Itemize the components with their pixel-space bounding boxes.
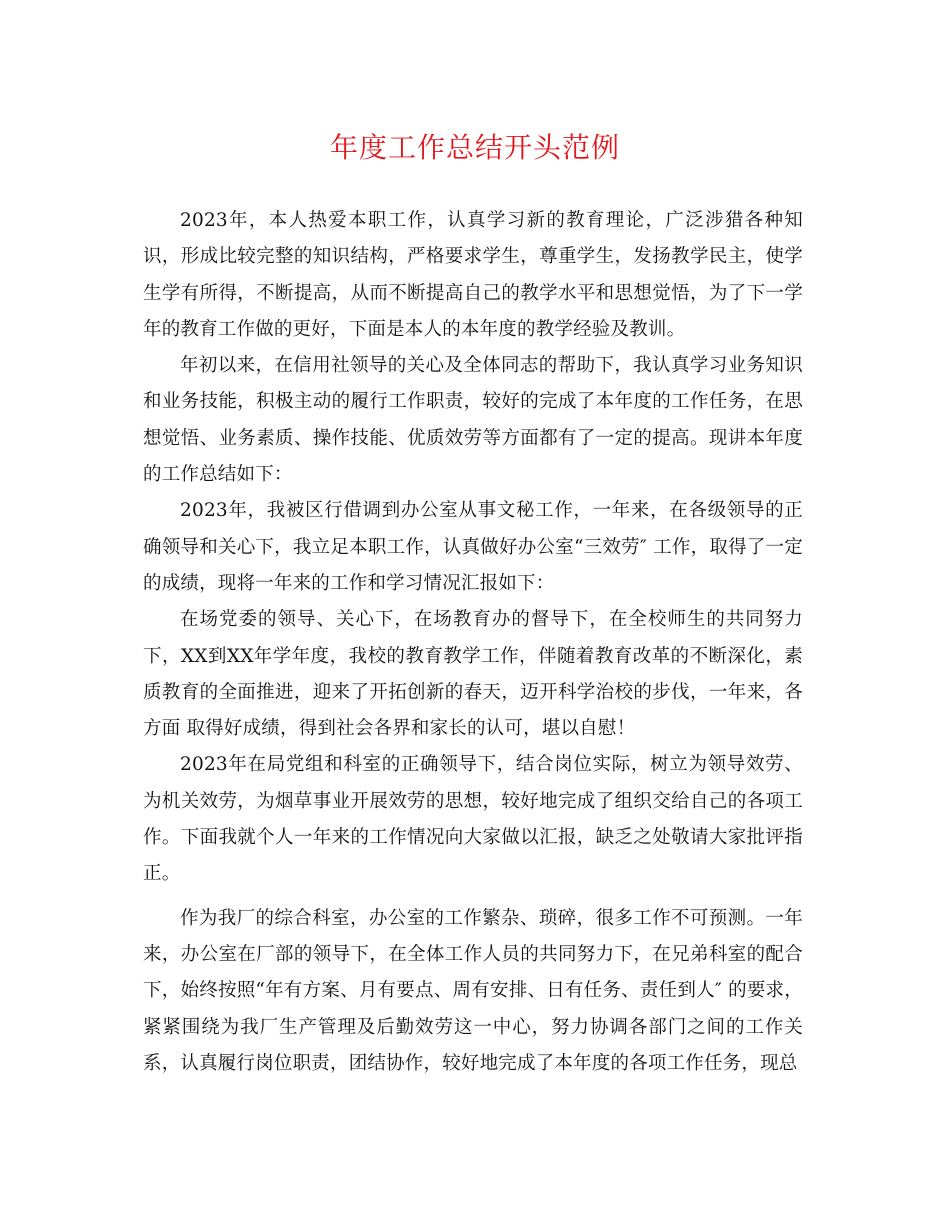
paragraph-4: 在场党委的领导、关心下，在场教育办的督导下，在全校师生的共同努力下，XX到XX年学年度，我校的教育教学工作，伴随着教育改革的不断深化，素质教育的全面推进，迎来了开拓创新的春天，迈开科学治校的步伐，一年来，各方面 取得好成绩，得到社会各界和家长的认可，堪以自慰！ (143, 609, 803, 740)
paragraph-2: 年初以来，在信用社领导的关心及全体同志的帮助下，我认真学习业务知识和业务技能，积极主动的履行工作职责，较好的完成了本年度的工作任务，在思想觉悟、业务素质、操作技能、优质效劳等方面都有了一定的提高。现讲本年度的工作总结如下： (143, 355, 803, 486)
document-body (143, 203, 803, 1082)
paragraph-3: 2023年，我被区行借调到办公室从事文秘工作，一年来，在各级领导的正确领导和关心下，我立足本职工作，认真做好办公室“三效劳″ 工作，取得了一定的成绩，现将一年来的工作和学习情况汇报如下： (143, 500, 803, 594)
paragraph-6: 作为我厂的综合科室，办公室的工作繁杂、琐碎，很多工作不可预测。一年来，办公室在厂部的领导下，在全体工作人员的共同努力下，在兄弟科室的配合下，始终按照“年有方案、月有要点、周有安排、日有任务、责任到人″ 的要求，紧紧围绕为我厂生产管理及后勤效劳这一中心，努力协调各部门之间的工作关系，认真履行岗位职责，团结协作，较好地完成了本年度的各项工作任务，现总 (143, 907, 803, 1074)
document-title: 年度工作总结开头范例 (329, 131, 620, 164)
paragraph-1: 2023年，本人热爱本职工作，认真学习新的教育理论，广泛涉猎各种知识，形成比较完整的知识结构，严格要求学生，尊重学生，发扬教学民主，使学生学有所得，不断提高，从而不断提高自己的教学水平和思想觉悟，为了下一学年的教育工作做的更好，下面是本人的本年度的教学经验及教训。 (143, 210, 803, 340)
paragraph-5: 2023年在局党组和科室的正确领导下，结合岗位实际，树立为领导效劳、为机关效劳，为烟草事业开展效劳的思想，较好地完成了组织交给自己的各项工作。下面我就个人一年来的工作情况向大家做以汇报，缺乏之处敬请大家批评指正。 (143, 754, 803, 885)
